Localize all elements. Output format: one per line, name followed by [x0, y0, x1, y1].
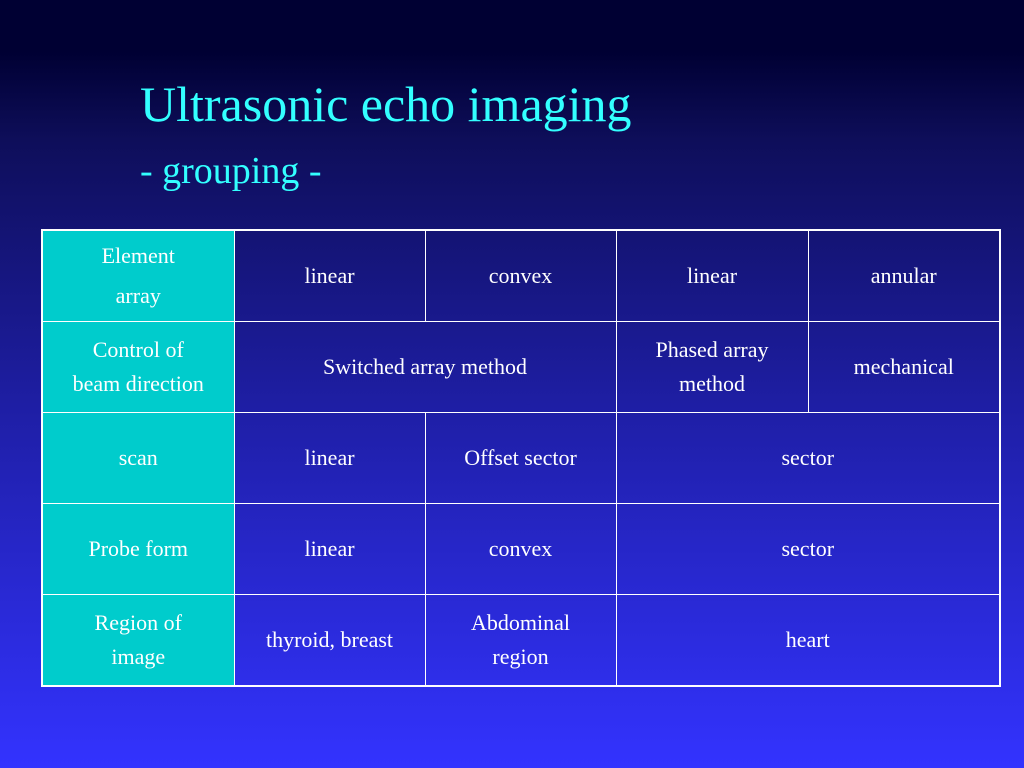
slide-subtitle: - grouping -	[140, 150, 322, 192]
cell-line: Abdominal	[471, 610, 570, 635]
table-row	[42, 322, 1000, 413]
header-line: array	[115, 283, 161, 308]
table-cell: Offset sector	[425, 413, 616, 504]
table-cell	[616, 322, 808, 413]
table-cell: thyroid, breast	[234, 595, 425, 687]
table-cell: heart	[616, 595, 1000, 687]
table-row	[42, 595, 1000, 687]
table-cell: sector	[616, 413, 1000, 504]
table-cell: convex	[425, 504, 616, 595]
table-cell: linear	[234, 413, 425, 504]
slide-title: Ultrasonic echo imaging	[140, 76, 632, 132]
table-cell: sector	[616, 504, 1000, 595]
table-cell	[425, 595, 616, 687]
header-line: image	[111, 644, 166, 669]
header-line: Element	[101, 243, 175, 268]
row-header-control-of-beam-direction	[42, 322, 234, 413]
header-line: Region of	[94, 610, 182, 635]
cell-line: Phased array	[655, 337, 769, 362]
table-cell: convex	[425, 230, 616, 322]
table-cell: linear	[234, 504, 425, 595]
table-cell: mechanical	[808, 322, 1000, 413]
table-cell: Switched array method	[234, 322, 616, 413]
table-cell: linear	[234, 230, 425, 322]
table-row	[42, 504, 1000, 595]
row-header-region-of-image	[42, 595, 234, 687]
grouping-table	[41, 229, 1001, 687]
header-line: Control of	[92, 337, 184, 362]
table-cell: annular	[808, 230, 1000, 322]
header-line: beam direction	[72, 371, 204, 396]
row-header-scan: scan	[42, 413, 234, 504]
table-row	[42, 230, 1000, 322]
row-header-element-array	[42, 230, 234, 322]
cell-line: method	[679, 371, 745, 396]
table-cell: linear	[616, 230, 808, 322]
cell-line: region	[492, 644, 549, 669]
table-row	[42, 413, 1000, 504]
row-header-probe-form: Probe form	[42, 504, 234, 595]
